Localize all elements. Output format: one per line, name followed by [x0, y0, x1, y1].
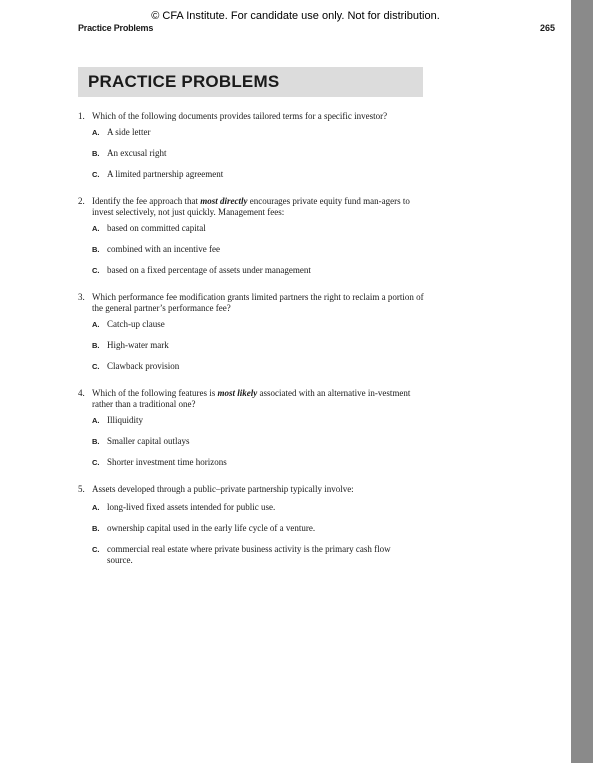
- option-b: [92, 436, 422, 447]
- problem-3: [78, 292, 428, 371]
- option-a: [92, 127, 422, 138]
- option-text: High-water mark: [107, 340, 169, 350]
- option-text: combined with an incentive fee: [107, 244, 220, 254]
- option-c: [92, 457, 422, 468]
- problem-question: Identify the fee approach that most directly encourages private equity fund man-agers to invest selectively, not just quickly. Management fees:: [92, 196, 410, 217]
- option-c: [92, 544, 402, 566]
- option-letter: B.: [92, 341, 100, 350]
- option-text: long-lived fixed assets intended for public use.: [107, 502, 276, 512]
- option-text: based on a fixed percentage of assets under management: [107, 265, 311, 275]
- option-text: An excusal right: [107, 148, 167, 158]
- option-letter: C.: [92, 458, 100, 467]
- option-b: [92, 523, 422, 534]
- option-letter: C.: [92, 266, 100, 275]
- page-number: 265: [540, 23, 556, 33]
- problem-number: 1.: [78, 111, 85, 121]
- option-a: [92, 223, 422, 234]
- option-letter: A.: [92, 224, 100, 233]
- option-letter: B.: [92, 437, 100, 446]
- option-c: [92, 361, 422, 372]
- problem-question: Which of the following features is most likely associated with an alternative in-vestment rather than a traditional one?: [92, 388, 411, 409]
- option-b: [92, 340, 422, 351]
- problem-number: 3.: [78, 292, 85, 302]
- section-header: [78, 67, 423, 97]
- problem-4: [78, 388, 428, 467]
- problem-question: Which performance fee modification grants limited partners the right to reclaim a portion of the general partner’s performance fee?: [92, 292, 424, 313]
- option-text: based on committed capital: [107, 223, 206, 233]
- copyright-notice: © CFA Institute. For candidate use only. Not for distribution.: [151, 10, 440, 22]
- option-text: Illiquidity: [107, 415, 143, 425]
- option-a: [92, 319, 422, 330]
- option-a: [92, 415, 422, 426]
- option-text: ownership capital used in the early life cycle of a venture.: [107, 523, 316, 533]
- problem-question: Assets developed through a public–private partnership typically involve:: [92, 484, 354, 494]
- option-letter: C.: [92, 170, 100, 179]
- option-c: [92, 265, 422, 276]
- option-letter: C.: [92, 362, 100, 371]
- option-letter: A.: [92, 416, 100, 425]
- option-letter: A.: [92, 128, 100, 137]
- problem-question: Which of the following documents provides tailored terms for a specific investor?: [92, 111, 388, 121]
- option-b: [92, 148, 422, 159]
- running-head: Practice Problems: [78, 23, 154, 33]
- option-text: Smaller capital outlays: [107, 436, 190, 446]
- option-letter: B.: [92, 149, 100, 158]
- option-b: [92, 244, 422, 255]
- option-letter: C.: [92, 545, 100, 554]
- option-text: A limited partnership agreement: [107, 169, 224, 179]
- problem-1: [78, 111, 428, 179]
- option-text: Shorter investment time horizons: [107, 457, 227, 467]
- option-c: [92, 169, 422, 180]
- problem-5: [78, 484, 428, 565]
- option-text: A side letter: [107, 127, 151, 137]
- option-a: [92, 502, 422, 513]
- problem-number: 2.: [78, 196, 85, 206]
- option-letter: A.: [92, 503, 100, 512]
- option-letter: B.: [92, 245, 100, 254]
- option-letter: B.: [92, 524, 100, 533]
- option-text: commercial real estate where private business activity is the primary cash flow source.: [107, 544, 391, 565]
- option-text: Clawback provision: [107, 361, 180, 371]
- section-title: PRACTICE PROBLEMS: [88, 72, 280, 91]
- option-letter: A.: [92, 320, 100, 329]
- problem-2: [78, 196, 428, 275]
- problem-number: 5.: [78, 484, 85, 494]
- page-gutter: [571, 0, 593, 763]
- option-text: Catch-up clause: [107, 319, 165, 329]
- problem-number: 4.: [78, 388, 85, 398]
